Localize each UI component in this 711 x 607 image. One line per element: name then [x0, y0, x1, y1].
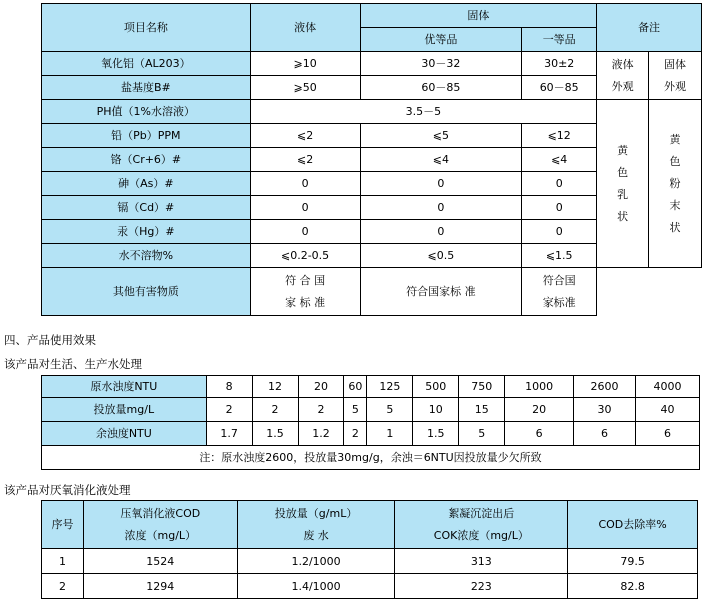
remark-char: 黄 — [669, 132, 681, 146]
cell-line: 符 合 国 — [285, 273, 326, 287]
remark-char: 色 — [617, 165, 629, 179]
premium-value: 30－32 — [360, 52, 522, 76]
header-liquid: 液体 — [250, 4, 360, 52]
liquid-value: 0 — [250, 220, 360, 244]
first-grade-value: ⩽12 — [522, 124, 597, 148]
remark-text: 液体 — [611, 57, 634, 71]
cell: 2 — [298, 398, 344, 422]
cell: 500 — [413, 376, 459, 398]
cell: 5 — [367, 398, 413, 422]
row-name: 氧化铝（AL203） — [42, 52, 251, 76]
premium-value: ⩽5 — [360, 124, 522, 148]
liquid-value: ⩾50 — [250, 76, 360, 100]
cell: 1.5 — [413, 422, 459, 446]
cell: 15 — [459, 398, 505, 422]
cell: 1.2 — [298, 422, 344, 446]
spec-table — [41, 3, 702, 316]
cell: 10 — [413, 398, 459, 422]
header-after — [395, 501, 568, 549]
first-grade-value — [522, 268, 597, 316]
cell: 125 — [367, 376, 413, 398]
row-label: 投放量mg/L — [42, 398, 207, 422]
cell: 2600 — [574, 376, 636, 398]
cell-after: 313 — [395, 549, 568, 574]
cell-after: 223 — [395, 574, 568, 599]
header-line: 絮凝沉淀出后 — [448, 506, 515, 520]
header-remark: 备注 — [597, 4, 702, 52]
remark-char: 色 — [669, 154, 681, 168]
cell: 2 — [344, 422, 367, 446]
anaerobic-table — [41, 500, 698, 599]
liquid-value — [250, 268, 360, 316]
row-name: 砷（As）# — [42, 172, 251, 196]
remark-char: 状 — [617, 209, 629, 223]
cell-no: 1 — [42, 549, 84, 574]
premium-value: 0 — [360, 172, 522, 196]
header-premium: 优等品 — [360, 28, 522, 52]
header-no: 序号 — [42, 501, 84, 549]
liquid-value: ⩽2 — [250, 124, 360, 148]
header-item-name: 项目名称 — [42, 4, 251, 52]
cell: 20 — [505, 398, 574, 422]
cell-no: 2 — [42, 574, 84, 599]
residual-turbidity-row — [42, 422, 700, 446]
table-row — [42, 574, 698, 599]
header-line: 投放量（g/mL） — [274, 506, 358, 520]
row-name: PH值（1%水溶液） — [42, 100, 251, 124]
header-line: 压氧消化液COD — [120, 506, 201, 520]
cell-dose: 1.4/1000 — [237, 574, 395, 599]
dose-row — [42, 398, 700, 422]
remark-text: 外观 — [611, 79, 634, 93]
remark-solid-appearance — [649, 52, 702, 100]
remark-char: 黄 — [617, 143, 629, 157]
first-grade-value: ⩽1.5 — [522, 244, 597, 268]
premium-value: 0 — [360, 220, 522, 244]
premium-value: ⩽0.5 — [360, 244, 522, 268]
cell: 30 — [574, 398, 636, 422]
row-label: 余浊度NTU — [42, 422, 207, 446]
cell: 5 — [459, 422, 505, 446]
first-grade-value: 0 — [522, 220, 597, 244]
section-title: 四、产品使用效果 — [4, 333, 96, 347]
first-grade-value: 60－85 — [522, 76, 597, 100]
cell: 750 — [459, 376, 505, 398]
cell: 12 — [252, 376, 298, 398]
first-grade-value: 30±2 — [522, 52, 597, 76]
cell: 20 — [298, 376, 344, 398]
row-name: 汞（Hg）# — [42, 220, 251, 244]
remark-liquid-color — [597, 100, 649, 268]
header-line: 浓度（mg/L） — [124, 528, 197, 542]
caption-anaerobic: 该产品对厌氧消化液处理 — [4, 483, 131, 497]
cell: 1.5 — [252, 422, 298, 446]
row-name: 铬（Cr+6）# — [42, 148, 251, 172]
cell: 60 — [344, 376, 367, 398]
header-removal-rate: COD去除率% — [568, 501, 698, 549]
raw-turbidity-row — [42, 376, 700, 398]
cell-cod: 1524 — [83, 549, 237, 574]
premium-value: ⩽4 — [360, 148, 522, 172]
row-label: 原水浊度NTU — [42, 376, 207, 398]
row-name: 铅（Pb）PPM — [42, 124, 251, 148]
first-grade-value: 0 — [522, 196, 597, 220]
cell: 6 — [636, 422, 700, 446]
cell: 5 — [344, 398, 367, 422]
liquid-value: 0 — [250, 196, 360, 220]
cell: 4000 — [636, 376, 700, 398]
remark-solid-color — [649, 100, 702, 268]
cell-dose: 1.2/1000 — [237, 549, 395, 574]
cell-rate: 82.8 — [568, 574, 698, 599]
header-line: 废 水 — [303, 528, 329, 542]
remark-text: 外观 — [664, 79, 687, 93]
cell: 1.7 — [206, 422, 252, 446]
remark-text: 固体 — [664, 57, 687, 71]
remark-char: 粉 — [669, 176, 681, 190]
header-solid: 固体 — [360, 4, 597, 28]
caption-water-treatment: 该产品对生活、生产水处理 — [4, 357, 142, 371]
header-first-grade: 一等品 — [522, 28, 597, 52]
row-name: 盐基度B# — [42, 76, 251, 100]
first-grade-value: ⩽4 — [522, 148, 597, 172]
cell: 8 — [206, 376, 252, 398]
liquid-value: ⩾10 — [250, 52, 360, 76]
cell-line: 符合国 — [542, 273, 576, 287]
premium-value: 0 — [360, 196, 522, 220]
remark-char: 状 — [669, 220, 681, 234]
remark-char: 乳 — [617, 187, 629, 201]
header-line: COK浓度（mg/L） — [433, 528, 529, 542]
cell: 1000 — [505, 376, 574, 398]
premium-value: 符合国家标 准 — [360, 268, 522, 316]
cell: 6 — [505, 422, 574, 446]
remark-liquid-appearance — [597, 52, 649, 100]
header-cod — [83, 501, 237, 549]
cell-cod: 1294 — [83, 574, 237, 599]
cell: 40 — [636, 398, 700, 422]
cell-line: 家 标 准 — [285, 295, 326, 309]
remark-char: 末 — [669, 198, 681, 212]
cell: 2 — [252, 398, 298, 422]
row-name: 其他有害物质 — [42, 268, 251, 316]
liquid-value: ⩽0.2-0.5 — [250, 244, 360, 268]
table-note: 注：原水浊度2600，投放量30mg/g，余浊＝6NTU因投放量少欠所致 — [42, 446, 700, 470]
ph-merged-value: 3.5－5 — [250, 100, 596, 124]
first-grade-value: 0 — [522, 172, 597, 196]
cell-rate: 79.5 — [568, 549, 698, 574]
header-dose — [237, 501, 395, 549]
cell: 6 — [574, 422, 636, 446]
cell: 2 — [206, 398, 252, 422]
liquid-value: ⩽2 — [250, 148, 360, 172]
row-name: 镉（Cd）# — [42, 196, 251, 220]
water-treatment-table — [41, 375, 700, 470]
row-name: 水不溶物% — [42, 244, 251, 268]
cell-line: 家标准 — [542, 295, 576, 309]
cell: 1 — [367, 422, 413, 446]
premium-value: 60－85 — [360, 76, 522, 100]
table-row — [42, 549, 698, 574]
liquid-value: 0 — [250, 172, 360, 196]
